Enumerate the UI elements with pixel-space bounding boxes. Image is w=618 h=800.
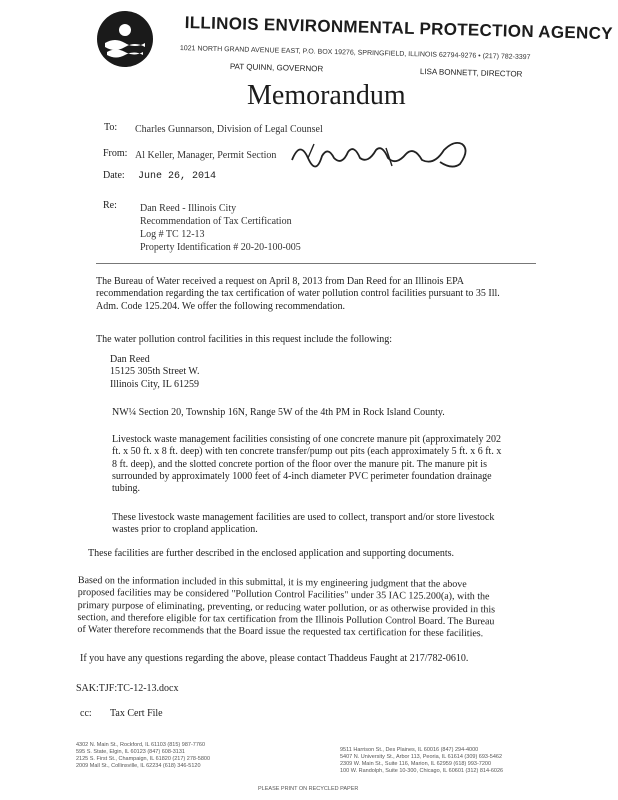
- to-label: To:: [104, 122, 118, 133]
- applicant-address: [110, 354, 199, 391]
- facilities-intro: The water pollution control facilities in this request include the following:: [96, 334, 393, 345]
- re-label: Re:: [103, 200, 117, 211]
- re-line: Log # TC 12-13: [140, 229, 205, 240]
- paragraph-line: of Water therefore recommends that the Board issue the requested tax certification for these facilities.: [77, 624, 484, 640]
- governor-name: PAT QUINN, GOVERNOR: [229, 62, 324, 74]
- contact-paragraph: If you have any questions regarding the above, please contact Thaddeus Faught at 217/782-0610.: [80, 653, 469, 664]
- property-location: NW¼ Section 20, Township 16N, Range 5W of the 4th PM in Rock Island County.: [112, 407, 445, 418]
- footer-office: 2125 S. First St., Champaign, IL 61820 (217) 278-5800: [76, 756, 211, 762]
- facilities-description: [112, 434, 501, 495]
- director-name: LISA BONNETT, DIRECTOR: [419, 67, 523, 79]
- header-divider: [96, 263, 536, 264]
- agency-address: 1021 NORTH GRAND AVENUE EAST, P.O. BOX 19276, SPRINGFIELD, ILLINOIS 62794-9276 • (217) 782-3397: [179, 45, 531, 62]
- re-block: [140, 202, 301, 254]
- paragraph-line: proposed facilities may be considered "Pollution Control Facilities" under 35 IAC 125.200(a), with the: [77, 587, 490, 603]
- from-value: Al Keller, Manager, Permit Section: [135, 150, 277, 161]
- intro-paragraph: [96, 276, 500, 313]
- paragraph-line: wastes prior to cropland application.: [112, 524, 258, 536]
- recycled-paper-note: PLEASE PRINT ON RECYCLED PAPER: [258, 786, 359, 792]
- paragraph-line: The Bureau of Water received a request on April 8, 2013 from Dan Reed for an Illinois EPA: [96, 276, 464, 287]
- date-label: Date:: [103, 170, 125, 181]
- paragraph-line: Livestock waste management facilities consisting of one concrete manure pit (approximately 202: [112, 434, 502, 445]
- date-value: June 26, 2014: [138, 171, 217, 182]
- footer-office: 595 S. State, Elgin, IL 60123 (847) 608-3131: [76, 749, 185, 755]
- recommendation-paragraph: [77, 575, 495, 641]
- re-line: Recommendation of Tax Certification: [140, 216, 292, 227]
- facilities-use: [112, 512, 494, 537]
- signature: [288, 136, 478, 177]
- applicant-line: Illinois City, IL 61259: [110, 378, 199, 390]
- paragraph-line: recommendation regarding the tax certification of water pollution control facilities pursuant to 35 Ill.: [96, 288, 500, 300]
- illinois-epa-seal-icon: [96, 10, 154, 68]
- cc-label: cc:: [80, 708, 92, 719]
- footer-office: 4302 N. Main St., Rockford, IL 61103 (815) 987-7760: [76, 742, 206, 748]
- paragraph-line: primary purpose of eliminating, preventing, or reducing water pollution, or as otherwise provided in this: [77, 599, 496, 615]
- paragraph-line: tubing.: [112, 483, 141, 495]
- paragraph-line: 8 ft. deep), and the slotted concrete portion of the floor over the manure pit. The manure pit is: [112, 458, 487, 470]
- memo-title: Memorandum: [247, 80, 406, 111]
- paragraph-line: Based on the information included in this submittal, it is my engineering judgment that the above: [77, 575, 467, 591]
- re-line: Property Identification # 20-20-100-005: [140, 242, 301, 253]
- footer-office: 5407 N. University St., Arbor 113, Peoria, IL 61614 (309) 693-5462: [340, 754, 503, 760]
- applicant-line: 15125 305th Street W.: [110, 366, 200, 378]
- paragraph-line: Adm. Code 125.204. We offer the following recommendation.: [96, 300, 346, 312]
- applicant-line: Dan Reed: [110, 354, 150, 365]
- paragraph-line: section, and therefore eligible for tax certification from the Illinois Pollution Control Board. The Bureau: [77, 611, 495, 628]
- footer-offices-right: [340, 747, 503, 775]
- footer-office: 100 W. Randolph, Suite 10-300, Chicago, IL 60601 (312) 814-6026: [340, 768, 504, 774]
- cc-value: Tax Cert File: [110, 708, 163, 719]
- enclosed-note: These facilities are further described in the enclosed application and supporting documents.: [88, 548, 454, 559]
- footer-office: 2009 Mall St., Collinsville, IL 62234 (618) 346-5120: [76, 763, 201, 769]
- to-value: Charles Gunnarson, Division of Legal Counsel: [135, 124, 323, 135]
- reference-initials: SAK:TJF:TC-12-13.docx: [76, 683, 179, 694]
- re-line: Dan Reed - Illinois City: [140, 203, 237, 214]
- agency-name: ILLINOIS ENVIRONMENTAL PROTECTION AGENCY: [184, 13, 614, 44]
- paragraph-line: ft. x 50 ft. x 8 ft. deep) with ten concrete transfer/pump out pits (each approximately 5 ft. x 6 ft. x: [112, 446, 502, 458]
- footer-offices-left: [76, 742, 210, 770]
- footer-office: 2309 W. Main St., Suite 116, Marion, IL 62959 (618) 993-7200: [340, 761, 492, 767]
- paragraph-line: These livestock waste management facilities are used to collect, transport and/or store livestock: [112, 512, 495, 523]
- from-label: From:: [103, 148, 128, 159]
- paragraph-line: surrounded by approximately 1000 feet of 4-inch diameter PVC perimeter foundation drainage: [112, 470, 492, 482]
- footer-office: 9511 Harrison St., Des Plaines, IL 60016 (847) 294-4000: [340, 747, 479, 753]
